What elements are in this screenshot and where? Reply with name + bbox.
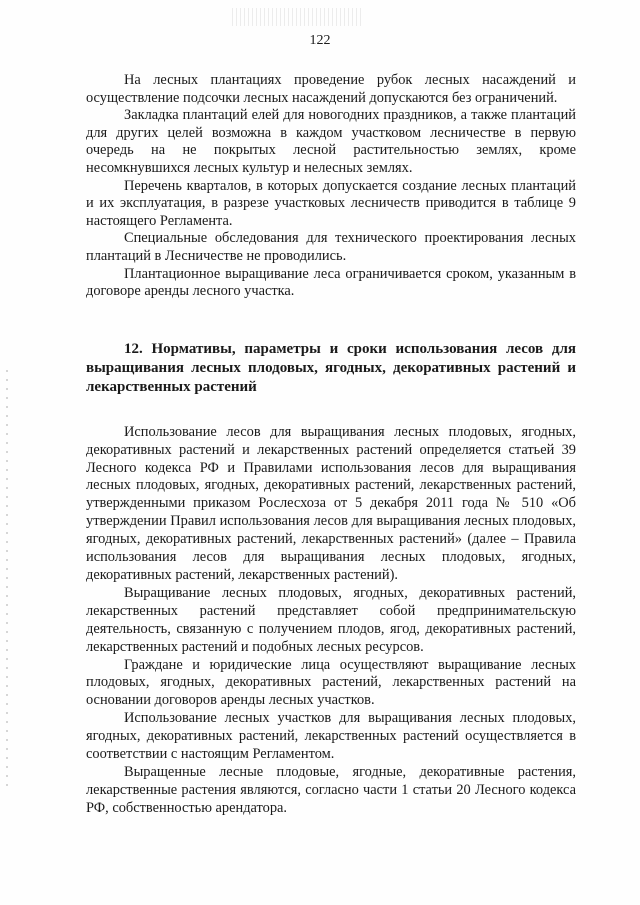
paragraph: Выращенные лесные плодовые, ягодные, декоративные растения, лекарственные растения являются, согласно части 1 статьи 20 Лесного кодекса РФ, собственностью арендатора.	[86, 763, 576, 816]
page-number: 122	[309, 33, 331, 48]
paragraph: Специальные обследования для технического проектирования лесных плантаций в Лесничестве не проводились.	[86, 230, 576, 264]
scan-edge-artifact	[6, 370, 8, 790]
paragraph: Граждане и юридические лица осуществляют выращивание лесных плодовых, ягодных, декоративных растений, лекарственных растений на основании договоров аренды лесных участков.	[86, 656, 576, 709]
scan-artifact	[232, 8, 362, 26]
paragraph: Использование лесов для выращивания лесных плодовых, ягодных, декоративных растений и лекарственных растений определяется статьей 39 Лесного кодекса РФ и Правилами использования лесов для выращивания лесных плодовых, ягодных, декоративных растений, лекарственных растений, утвержденными приказом Рослесхоза от 5 декабря 2011 года № 510 «Об утверждении Правил использования лесов для выращивания лесных плодовых, ягодных, декоративных растений, лекарственных растений» (далее – Правила использования лесов для выращивания лесных плодовых, ягодных, декоративных растений, лекарственных растений).	[86, 423, 576, 583]
section-heading: 12. Нормативы, параметры и сроки использования лесов для выращивания лесных плодовых, ягодных, декоративных растений и лекарственных растений	[86, 340, 576, 395]
paragraph: Плантационное выращивание леса ограничивается сроком, указанным в договоре аренды лесного участка.	[86, 265, 576, 300]
paragraph: Выращивание лесных плодовых, ягодных, декоративных растений, лекарственных растений представляет собой предпринимательскую деятельность, связанную с получением плодов, ягод, декоративных растений, лекарственных растений и подобных лесных ресурсов.	[86, 584, 576, 655]
document-body	[86, 72, 576, 818]
paragraph: Использование лесных участков для выращивания лесных плодовых, ягодных, декоративных растений, лекарственных растений осуществляется в соответствии с настоящим Регламентом.	[86, 710, 576, 763]
paragraph: На лесных плантациях проведение рубок лесных насаждений и осуществление подсочки лесных насаждений допускаются без ограничений.	[86, 72, 576, 106]
paragraph: Закладка плантаций елей для новогодних праздников, а также плантаций для других целей возможна в каждом участковом лесничестве в первую очередь на не покрытых лесной растительностью землях, кроме несомкнувшихся лесных культур и нелесных землях.	[86, 107, 576, 176]
paragraph: Перечень кварталов, в которых допускается создание лесных плантаций и их эксплуатация, в разрезе участковых лесничеств приводится в таблице 9 настоящего Регламента.	[86, 177, 576, 229]
